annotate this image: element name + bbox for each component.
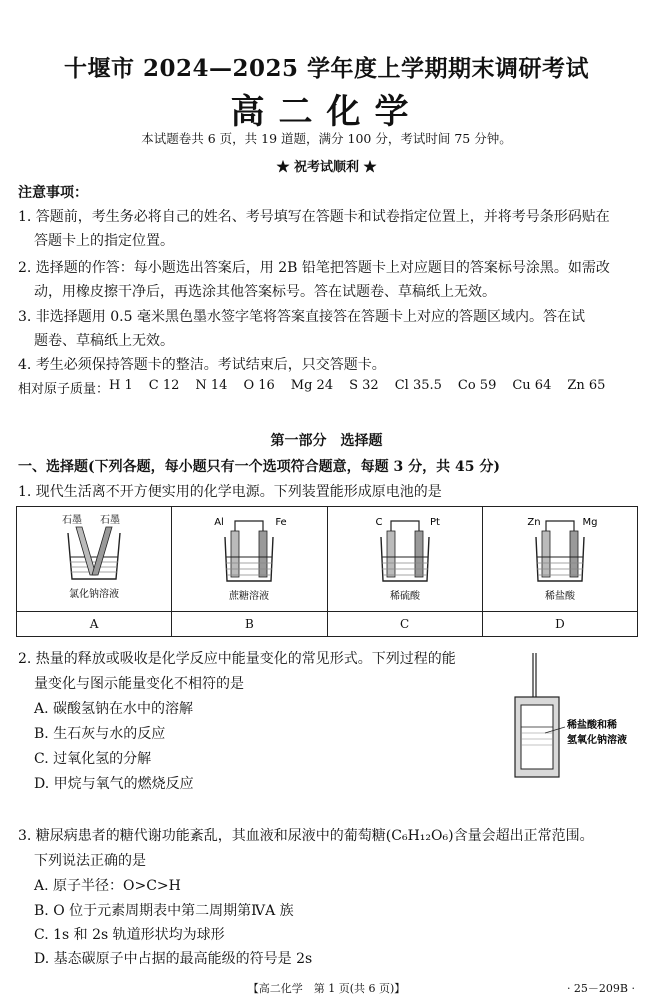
note-2a: 2. 选择题的作答：每小题选出答案后，用 2B 铅笔把答题卡上对应题目的答案标号涂黑。如需改 <box>18 260 610 276</box>
note-3b: 题卷、草稿纸上无效。 <box>34 333 174 349</box>
good-luck: ★ 祝考试顺利 ★ <box>276 160 377 175</box>
atomic-item: Cu 64 <box>512 378 552 393</box>
note-3a: 3. 非选择题用 0.5 毫米黑色墨水签字笔将答案直接答在答题卡上对应的答题区域内。答在试 <box>18 309 585 325</box>
atomic-item: Mg 24 <box>290 378 334 393</box>
beaker-b-icon <box>189 507 309 607</box>
q3-option-c: C. 1s 和 2s 轨道形状均为球形 <box>34 927 225 943</box>
device-c <box>327 507 482 612</box>
electrode-label: 石墨 <box>100 515 121 526</box>
option-label: B <box>172 612 327 637</box>
option-label: C <box>327 612 482 637</box>
page-footer: 【高二化学 第 1 页(共 6 页)】 <box>247 982 406 995</box>
notes-heading: 注意事项： <box>18 185 88 201</box>
q2-option-c: C. 过氧化氢的分解 <box>34 751 152 767</box>
q2-option-b: B. 生石灰与水的反应 <box>34 726 166 742</box>
device-d <box>482 507 637 612</box>
beaker-d-icon <box>500 507 620 607</box>
atomic-label: 相对原子质量： <box>18 382 110 397</box>
figure-label: 氢氧化钠溶液 <box>567 735 627 746</box>
q1-apparatus-table <box>16 506 638 637</box>
solution-label: 稀盐酸 <box>544 591 575 602</box>
beaker-a-icon <box>34 507 154 607</box>
electrode-label: Pt <box>429 517 440 528</box>
option-label: A <box>17 612 172 637</box>
electrode-label: 石墨 <box>62 515 83 526</box>
solution-label: 蔗糖溶液 <box>229 591 270 602</box>
section-heading: 一、选择题(下列各题，每小题只有一个选项符合题意，每题 3 分，共 45 分) <box>18 459 500 475</box>
electrode-label: Zn <box>527 517 541 528</box>
note-1a: 1. 答题前，考生务必将自己的姓名、考号填写在答题卡和试卷指定位置上，并将考号条形码贴在 <box>18 209 610 225</box>
device-b <box>172 507 327 612</box>
exam-info: 本试题卷共 6 页，共 19 道题，满分 100 分，考试时间 75 分钟。 <box>141 131 512 146</box>
solution-label: 稀硫酸 <box>389 591 420 602</box>
q2-stem-2: 量变化与图示能量变化不相符的是 <box>34 676 244 692</box>
electrode-label: Al <box>214 517 225 528</box>
q1-stem: 1. 现代生活离不开方便实用的化学电源。下列装置能形成原电池的是 <box>18 484 442 500</box>
device-a <box>17 507 172 612</box>
atomic-item: C 12 <box>148 378 180 393</box>
q3-option-d: D. 基态碳原子中占据的最高能级的符号是 2s <box>34 951 313 967</box>
atomic-item: Co 59 <box>457 378 497 393</box>
q3-option-b: B. O 位于元素周期表中第二周期第ⅣA 族 <box>34 903 294 919</box>
atomic-item: S 32 <box>349 378 379 393</box>
atomic-item: Cl 35.5 <box>394 378 442 393</box>
electrode-label: C <box>375 517 383 528</box>
electrode-label: Mg <box>582 517 598 528</box>
q2-option-a: A. 碳酸氢钠在水中的溶解 <box>34 701 194 717</box>
note-4: 4. 考生必须保持答题卡的整洁。考试结束后，只交答题卡。 <box>18 357 386 373</box>
q3-stem-2: 下列说法正确的是 <box>34 853 146 869</box>
beaker-c-icon <box>345 507 465 607</box>
q2-option-d: D. 甲烷与氧气的燃烧反应 <box>34 776 194 792</box>
atomic-item: O 16 <box>243 378 275 393</box>
option-label: D <box>482 612 637 637</box>
atomic-item: N 14 <box>195 378 228 393</box>
solution-label: 氯化钠溶液 <box>69 589 120 600</box>
q3-stem-1: 3. 糖尿病患者的糖代谢功能紊乱，其血液和尿液中的葡萄糖(C₆H₁₂O₆)含量会超出正常范围。 <box>18 828 594 844</box>
q3-option-a: A. 原子半径：O>C>H <box>34 878 181 894</box>
q2-stem-1: 2. 热量的释放或吸收是化学反应中能量变化的常见形式。下列过程的能 <box>18 651 456 667</box>
calorimeter-icon <box>505 645 640 780</box>
atomic-masses <box>18 378 621 397</box>
note-1b: 答题卡上的指定位置。 <box>34 233 174 249</box>
subject-title: 高二化学 <box>230 92 423 132</box>
paper-code: · 25－209B · <box>566 982 635 995</box>
atomic-item: H 1 <box>109 378 133 393</box>
figure-label: 稀盐酸和稀 <box>567 720 617 731</box>
note-2b: 动，用橡皮擦干净后，再选涂其他答案标号。答在试题卷、草稿纸上无效。 <box>34 284 496 300</box>
part1-title: 第一部分 选择题 <box>270 433 383 449</box>
exam-title: 十堰市 2024—2025 学年度上学期期末调研考试 <box>63 55 590 82</box>
electrode-label: Fe <box>275 517 288 528</box>
atomic-item: Zn 65 <box>567 378 606 393</box>
